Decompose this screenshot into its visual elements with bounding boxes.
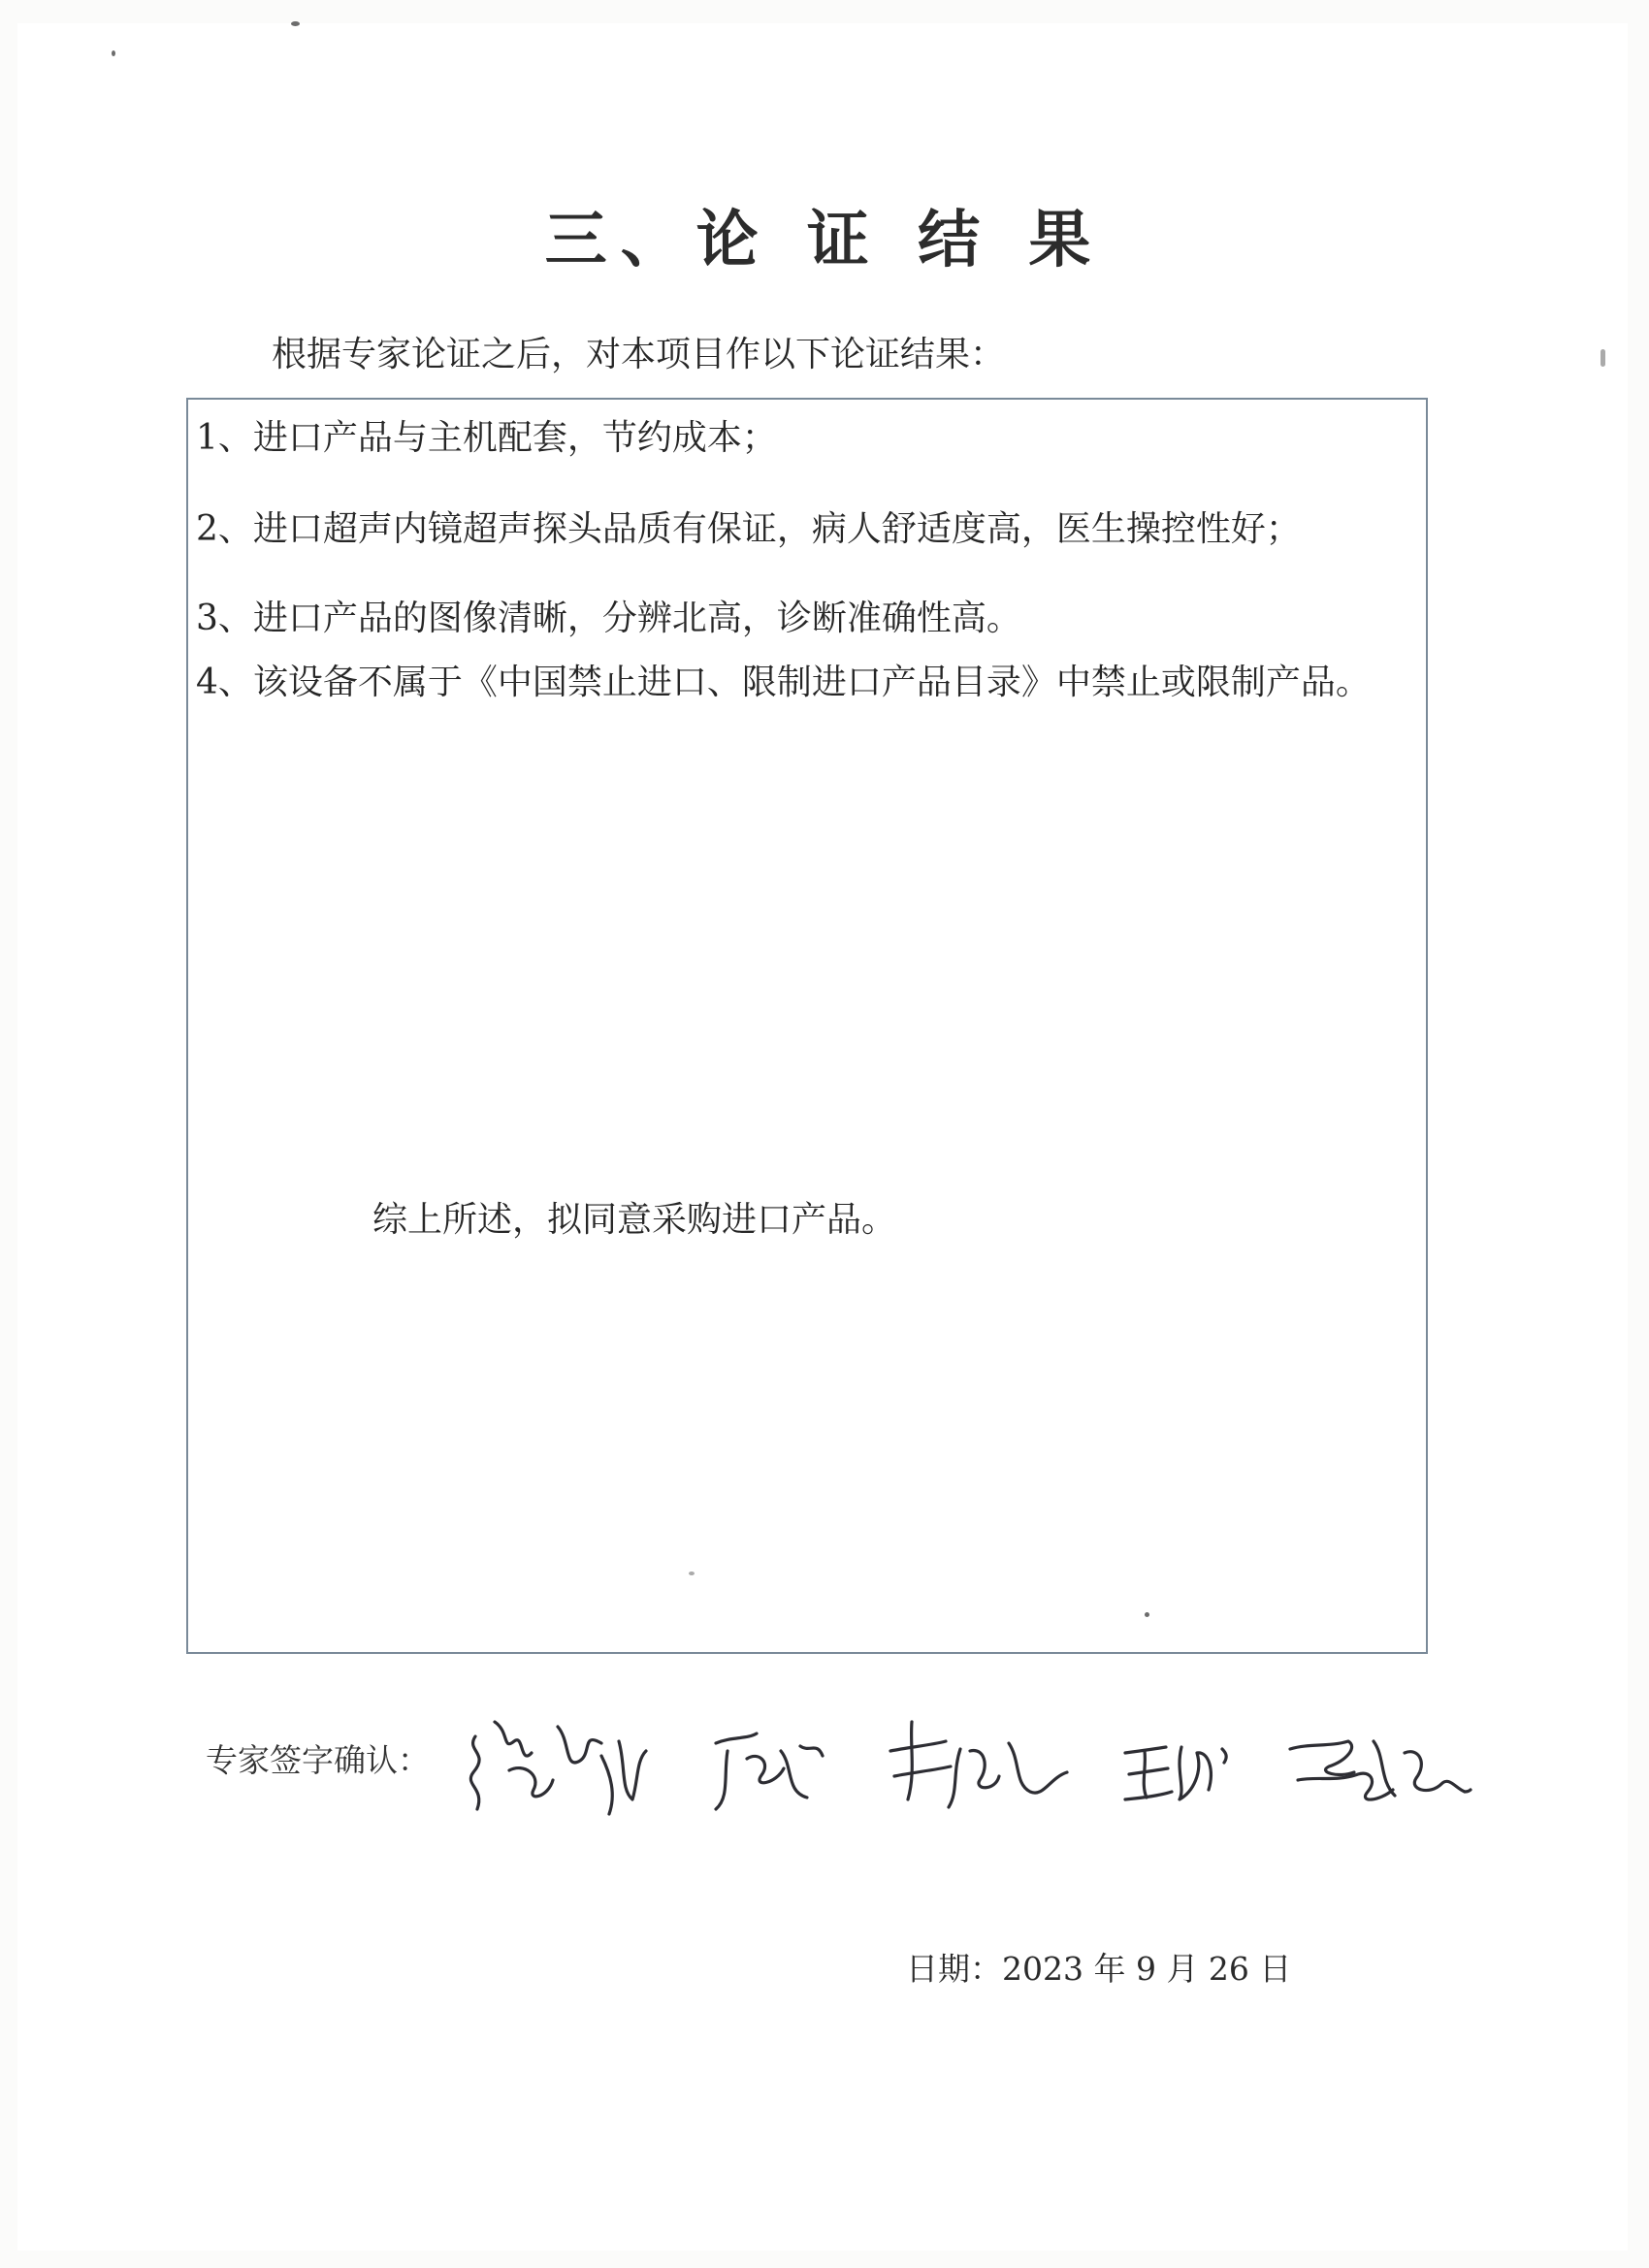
- expert-signatures: [456, 1683, 1504, 1829]
- conclusion-item-3: 3、进口产品的图像清晰，分辨北高，诊断准确性高。: [196, 599, 1021, 638]
- summary-text: 综上所述，拟同意采购进口产品。: [372, 1200, 897, 1240]
- signature-1: [470, 1722, 646, 1814]
- handwritten-signatures-image: [456, 1683, 1504, 1829]
- date-text: 日期：2023 年 9 月 26 日: [906, 1950, 1292, 1988]
- scan-speck: [112, 50, 115, 56]
- conclusion-box: [186, 398, 1428, 1654]
- signature-5: [1290, 1741, 1471, 1799]
- signature-3: [890, 1722, 1067, 1807]
- conclusion-item-2: 2、进口超声内镜超声探头品质有保证，病人舒适度高，医生操控性好；: [196, 509, 1301, 549]
- conclusion-item-1: 1、进口产品与主机配套，节约成本；: [196, 418, 777, 458]
- signature-2: [716, 1733, 823, 1809]
- signature-label: 专家签字确认：: [206, 1741, 430, 1779]
- intro-text: 根据专家论证之后，对本项目作以下论证结果：: [272, 335, 1006, 374]
- conclusion-item-4: 4、该设备不属于《中国禁止进口、限制进口产品目录》中禁止或限制产品。: [196, 663, 1371, 702]
- page-title: 三、论 证 结 果: [544, 205, 1105, 276]
- scan-speck: [291, 21, 300, 26]
- scan-speck: [1600, 349, 1605, 367]
- signature-4: [1125, 1747, 1226, 1799]
